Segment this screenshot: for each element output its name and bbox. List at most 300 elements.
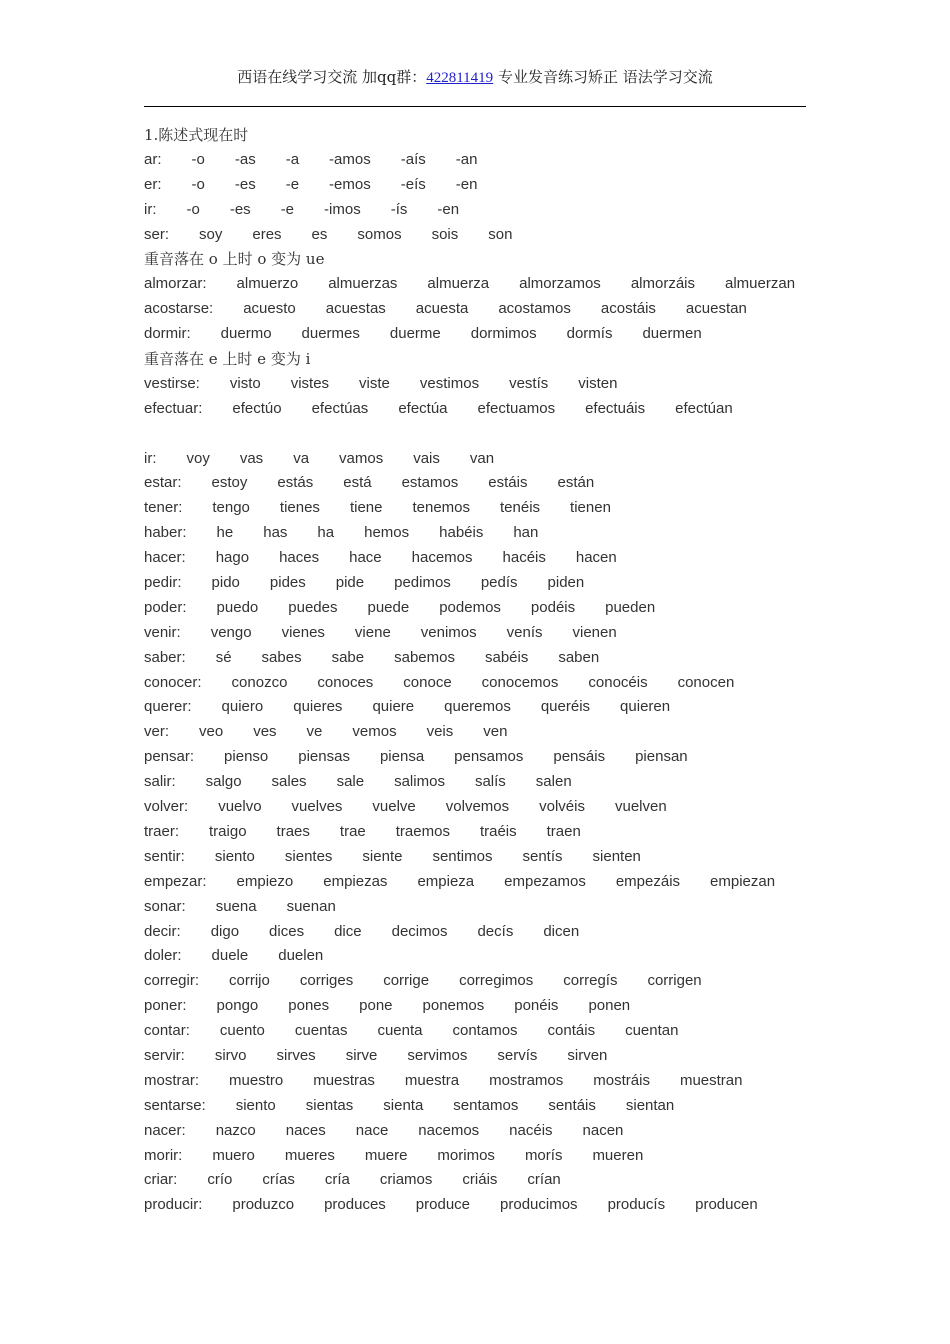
conjugated-form: están xyxy=(557,474,595,492)
conjugated-form: voy xyxy=(186,449,210,467)
conjugated-form: salimos xyxy=(394,773,445,791)
header-divider xyxy=(144,106,806,107)
conjugated-form: piensan xyxy=(635,748,688,766)
conjugated-form: hacen xyxy=(575,549,617,567)
conjugated-form: efectúa xyxy=(398,399,448,417)
conjugated-form: criamos xyxy=(379,1171,433,1189)
conjugated-form: sirve xyxy=(345,1046,378,1064)
irregular-verb-list xyxy=(144,447,824,1219)
conjugation-row xyxy=(144,397,824,422)
conjugation-row xyxy=(144,372,824,397)
verb-infinitive: almorzar: xyxy=(144,275,207,293)
conjugation-row xyxy=(144,272,824,297)
conjugated-form: siento xyxy=(214,847,255,865)
conjugated-form: -es xyxy=(234,175,256,193)
conjugated-form: suena xyxy=(215,897,257,915)
conjugated-form: -es xyxy=(229,200,251,218)
conjugated-form: he xyxy=(216,524,234,542)
conjugated-form: corrige xyxy=(383,972,430,990)
conjugated-form: habéis xyxy=(439,524,484,542)
conjugation-row xyxy=(144,1193,824,1218)
conjugated-form: -en xyxy=(455,175,478,193)
conjugated-form: almuerzan xyxy=(725,275,796,293)
verb-infinitive: pedir: xyxy=(144,574,182,592)
verb-infinitive: tener: xyxy=(144,499,183,517)
conjugated-form: efectuamos xyxy=(477,399,556,417)
conjugated-form: soy xyxy=(199,225,223,243)
conjugated-form: vas xyxy=(239,449,264,467)
conjugated-form: empezamos xyxy=(504,872,586,890)
conjugated-form: efectúo xyxy=(232,399,282,417)
conjugated-form: vuelvo xyxy=(218,798,262,816)
conjugated-form: muestro xyxy=(229,1071,284,1089)
conjugated-form: -ís xyxy=(390,200,408,218)
conjugated-form: ponen xyxy=(588,997,631,1015)
conjugated-form: hemos xyxy=(364,524,410,542)
conjugated-form: sé xyxy=(215,648,232,666)
conjugated-form: vienen xyxy=(572,623,617,641)
conjugated-form: vemos xyxy=(352,723,397,741)
conjugated-form: está xyxy=(343,474,372,492)
conjugated-form: traen xyxy=(546,822,581,840)
conjugated-form: puedo xyxy=(216,598,259,616)
conjugated-form: pones xyxy=(288,997,330,1015)
spacer xyxy=(144,422,824,447)
conjugated-form: contamos xyxy=(452,1022,518,1040)
verb-infinitive: salir: xyxy=(144,773,176,791)
conjugated-form: pides xyxy=(269,574,306,592)
conjugated-form: crían xyxy=(527,1171,561,1189)
conjugated-form: dices xyxy=(269,922,305,940)
verb-infinitive: poner: xyxy=(144,997,187,1015)
conjugated-form: sientas xyxy=(305,1096,354,1114)
qq-group-link[interactable]: 422811419 xyxy=(426,70,494,86)
conjugation-row xyxy=(144,596,824,621)
conjugation-row xyxy=(144,895,824,920)
conjugated-form: siento xyxy=(235,1096,276,1114)
conjugated-form: eres xyxy=(252,225,282,243)
conjugation-row xyxy=(144,695,824,720)
conjugated-form: sales xyxy=(271,773,307,791)
conjugated-form: crías xyxy=(262,1171,295,1189)
conjugated-form: -an xyxy=(455,150,478,168)
conjugated-form: han xyxy=(513,524,539,542)
conjugated-form: muestran xyxy=(679,1071,743,1089)
conjugated-form: pido xyxy=(211,574,240,592)
header-text-after: 专业发音练习矫正 语法学习交流 xyxy=(493,68,713,86)
conjugated-form: tengo xyxy=(212,499,250,517)
conjugated-form: empieza xyxy=(417,872,475,890)
conjugated-form: empiezo xyxy=(236,872,294,890)
conjugated-form: empiezas xyxy=(323,872,388,890)
conjugated-form: vienes xyxy=(281,623,325,641)
conjugated-form: va xyxy=(293,449,310,467)
conjugated-form: -aís xyxy=(400,150,426,168)
conjugated-form: -o xyxy=(186,200,200,218)
conjugated-form: conocemos xyxy=(481,673,559,691)
conjugated-form: ven xyxy=(483,723,508,741)
conjugated-form: almorzáis xyxy=(630,275,695,293)
verb-infinitive: empezar: xyxy=(144,872,207,890)
e-i-verb-list xyxy=(144,372,824,422)
conjugated-form: dormimos xyxy=(470,325,537,343)
conjugated-form: sirves xyxy=(276,1046,316,1064)
conjugated-form: duele xyxy=(211,947,249,965)
conjugated-form: salís xyxy=(474,773,506,791)
conjugated-form: nacen xyxy=(582,1121,624,1139)
document-body xyxy=(144,123,824,1218)
conjugated-form: decimos xyxy=(391,922,448,940)
conjugated-form: duermes xyxy=(301,325,360,343)
conjugated-form: producimos xyxy=(500,1196,578,1214)
conjugated-form: pone xyxy=(359,997,393,1015)
verb-infinitive: sonar: xyxy=(144,897,186,915)
conjugated-form: corrijo xyxy=(229,972,270,990)
conjugated-form: criáis xyxy=(462,1171,498,1189)
conjugated-form: estáis xyxy=(488,474,528,492)
conjugation-row xyxy=(144,944,824,969)
verb-infinitive: ver: xyxy=(144,723,170,741)
conjugated-form: tienen xyxy=(570,499,611,517)
conjugated-form: pedís xyxy=(480,574,518,592)
conjugated-form: duermo xyxy=(220,325,272,343)
conjugated-form: corregimos xyxy=(459,972,534,990)
conjugated-form: hace xyxy=(349,549,382,567)
conjugated-form: dormís xyxy=(566,325,613,343)
conjugated-form: mueren xyxy=(592,1146,644,1164)
conjugated-form: visto xyxy=(229,374,261,392)
conjugated-form: quiere xyxy=(372,698,415,716)
conjugated-form: almuerza xyxy=(427,275,490,293)
verb-infinitive: servir: xyxy=(144,1046,185,1064)
conjugation-row xyxy=(144,521,824,546)
conjugated-form: tenemos xyxy=(412,499,471,517)
conjugated-form: sabes xyxy=(261,648,302,666)
conjugated-form: servimos xyxy=(407,1046,468,1064)
conjugated-form: mueres xyxy=(284,1146,335,1164)
conjugated-form: volvéis xyxy=(539,798,585,816)
note-o-ue: 重音落在 o 上时 o 变为 ue xyxy=(144,250,325,269)
conjugated-form: traes xyxy=(276,822,310,840)
conjugation-row xyxy=(144,720,824,745)
conjugation-row xyxy=(144,1069,824,1094)
verb-infinitive: producir: xyxy=(144,1196,203,1214)
conjugated-form: viste xyxy=(359,374,390,392)
conjugated-form: sirven xyxy=(567,1046,608,1064)
conjugated-form: haces xyxy=(279,549,320,567)
conjugated-form: queremos xyxy=(444,698,511,716)
conjugated-form: sale xyxy=(336,773,365,791)
page-header xyxy=(0,66,950,87)
conjugated-form: sabéis xyxy=(484,648,529,666)
conjugated-form: ponemos xyxy=(422,997,485,1015)
conjugated-form: estoy xyxy=(211,474,248,492)
conjugated-form: vuelve xyxy=(372,798,416,816)
conjugated-form: digo xyxy=(210,922,240,940)
conjugated-form: crío xyxy=(207,1171,233,1189)
conjugated-form: conozco xyxy=(231,673,288,691)
conjugation-row xyxy=(144,994,824,1019)
conjugated-form: duermen xyxy=(642,325,702,343)
conjugation-row xyxy=(144,1044,824,1069)
verb-infinitive: saber: xyxy=(144,648,186,666)
verb-infinitive: sentir: xyxy=(144,847,185,865)
conjugated-form: conocen xyxy=(677,673,735,691)
conjugated-form: pide xyxy=(335,574,365,592)
verb-infinitive: conocer: xyxy=(144,673,202,691)
conjugation-row xyxy=(144,1144,824,1169)
conjugated-form: vuelven xyxy=(614,798,667,816)
conjugated-form: veo xyxy=(199,723,224,741)
conjugated-form: volvemos xyxy=(445,798,510,816)
conjugation-row xyxy=(144,845,824,870)
conjugated-form: tiene xyxy=(349,499,383,517)
verb-infinitive: acostarse: xyxy=(144,300,214,318)
conjugated-form: muere xyxy=(364,1146,408,1164)
conjugation-row xyxy=(144,920,824,945)
conjugation-row xyxy=(144,223,824,248)
conjugated-form: ponéis xyxy=(514,997,559,1015)
conjugated-form: sirvo xyxy=(214,1046,247,1064)
conjugated-form: acuestas xyxy=(325,300,386,318)
conjugated-form: somos xyxy=(357,225,402,243)
conjugated-form: cría xyxy=(324,1171,350,1189)
conjugation-row xyxy=(144,173,824,198)
conjugated-form: suenan xyxy=(286,897,336,915)
conjugated-form: sabemos xyxy=(394,648,455,666)
conjugated-form: duelen xyxy=(278,947,324,965)
conjugated-form: sentáis xyxy=(548,1096,596,1114)
conjugated-form: puede xyxy=(367,598,410,616)
verb-infinitive: doler: xyxy=(144,947,182,965)
conjugated-form: almuerzo xyxy=(236,275,299,293)
conjugated-form: sabe xyxy=(331,648,365,666)
conjugated-form: nacemos xyxy=(418,1121,480,1139)
conjugated-form: naces xyxy=(285,1121,326,1139)
conjugated-form: -o xyxy=(191,150,205,168)
conjugation-row xyxy=(144,671,824,696)
conjugated-form: piden xyxy=(547,574,585,592)
conjugated-form: visten xyxy=(578,374,618,392)
verb-infinitive: dormir: xyxy=(144,325,191,343)
conjugated-form: estás xyxy=(277,474,314,492)
conjugated-form: vistes xyxy=(290,374,330,392)
conjugated-form: -a xyxy=(285,150,300,168)
conjugated-form: dicen xyxy=(543,922,580,940)
conjugated-form: nazco xyxy=(215,1121,256,1139)
conjugated-form: produzco xyxy=(232,1196,295,1214)
conjugated-form: producen xyxy=(695,1196,758,1214)
conjugated-form: sentís xyxy=(522,847,563,865)
conjugated-form: -as xyxy=(234,150,256,168)
conjugation-row xyxy=(144,1019,824,1044)
conjugated-form: acuestan xyxy=(685,300,747,318)
conjugated-form: dice xyxy=(334,922,362,940)
conjugated-form: tenéis xyxy=(500,499,541,517)
conjugated-form: vestís xyxy=(509,374,549,392)
conjugated-form: sois xyxy=(431,225,459,243)
verb-infinitive: mostrar: xyxy=(144,1071,200,1089)
conjugated-form: pienso xyxy=(224,748,269,766)
verb-infinitive: corregir: xyxy=(144,972,200,990)
conjugation-row xyxy=(144,1168,824,1193)
conjugated-form: venimos xyxy=(420,623,477,641)
conjugated-form: siente xyxy=(362,847,403,865)
conjugated-form: veis xyxy=(426,723,454,741)
conjugated-form: traéis xyxy=(479,822,517,840)
conjugation-row xyxy=(144,198,824,223)
conjugation-row xyxy=(144,496,824,521)
conjugated-form: vais xyxy=(413,449,440,467)
conjugated-form: -imos xyxy=(324,200,361,218)
conjugated-form: salgo xyxy=(205,773,242,791)
conjugated-form: ves xyxy=(253,723,277,741)
conjugated-form: conoce xyxy=(403,673,452,691)
conjugated-form: podemos xyxy=(439,598,501,616)
conjugated-form: saben xyxy=(558,648,600,666)
endings-list xyxy=(144,148,824,248)
conjugated-form: quieres xyxy=(293,698,343,716)
verb-infinitive: hacer: xyxy=(144,549,186,567)
conjugated-form: queréis xyxy=(540,698,591,716)
conjugation-row xyxy=(144,870,824,895)
conjugated-form: sienta xyxy=(383,1096,424,1114)
conjugated-form: estamos xyxy=(401,474,459,492)
conjugated-form: almuerzas xyxy=(328,275,398,293)
conjugated-form: muestra xyxy=(404,1071,460,1089)
conjugated-form: produce xyxy=(415,1196,471,1214)
verb-infinitive: ir: xyxy=(144,449,157,467)
verb-infinitive: morir: xyxy=(144,1146,183,1164)
conjugated-form: acuesta xyxy=(415,300,469,318)
conjugated-form: cuentan xyxy=(625,1022,679,1040)
conjugation-row xyxy=(144,820,824,845)
conjugation-row xyxy=(144,770,824,795)
conjugated-form: ha xyxy=(317,524,335,542)
conjugated-form: vuelves xyxy=(291,798,343,816)
verb-infinitive: querer: xyxy=(144,698,192,716)
header-text-before: 西语在线学习交流 加qq群： xyxy=(237,68,427,86)
conjugated-form: -emos xyxy=(329,175,371,193)
conjugated-form: -en xyxy=(437,200,460,218)
conjugated-form: salen xyxy=(535,773,572,791)
verb-infinitive: traer: xyxy=(144,822,180,840)
conjugation-row xyxy=(144,571,824,596)
conjugated-form: sienten xyxy=(592,847,641,865)
conjugated-form: pongo xyxy=(216,997,259,1015)
conjugated-form: vengo xyxy=(210,623,252,641)
conjugated-form: empiezan xyxy=(710,872,776,890)
conjugated-form: conoces xyxy=(317,673,374,691)
conjugated-form: puedes xyxy=(288,598,338,616)
conjugated-form: traigo xyxy=(209,822,247,840)
conjugation-row xyxy=(144,148,824,173)
conjugation-row xyxy=(144,297,824,322)
conjugation-row xyxy=(144,969,824,994)
conjugated-form: pueden xyxy=(605,598,656,616)
verb-infinitive: venir: xyxy=(144,623,181,641)
conjugation-row xyxy=(144,322,824,347)
conjugated-form: pensamos xyxy=(454,748,524,766)
conjugated-form: son xyxy=(488,225,513,243)
conjugated-form: produces xyxy=(324,1196,386,1214)
conjugated-form: piensa xyxy=(379,748,425,766)
section-title: 1.陈述式现在时 xyxy=(144,126,249,144)
verb-infinitive: pensar: xyxy=(144,748,195,766)
verb-infinitive: ser: xyxy=(144,225,170,243)
conjugated-form: servís xyxy=(497,1046,538,1064)
conjugated-form: almorzamos xyxy=(519,275,601,293)
conjugation-row xyxy=(144,471,824,496)
verb-infinitive: volver: xyxy=(144,798,189,816)
conjugated-form: podéis xyxy=(530,598,576,616)
o-ue-verb-list xyxy=(144,272,824,347)
conjugated-form: viene xyxy=(354,623,391,641)
verb-infinitive: vestirse: xyxy=(144,374,200,392)
conjugated-form: cuento xyxy=(219,1022,265,1040)
conjugated-form: sentimos xyxy=(432,847,493,865)
conjugated-form: vamos xyxy=(339,449,384,467)
conjugation-row xyxy=(144,546,824,571)
conjugated-form: corriges xyxy=(299,972,354,990)
verb-infinitive: criar: xyxy=(144,1171,178,1189)
verb-infinitive: ir: xyxy=(144,200,157,218)
conjugated-form: hacemos xyxy=(411,549,473,567)
conjugated-form: has xyxy=(263,524,288,542)
conjugated-form: es xyxy=(311,225,328,243)
conjugated-form: sientan xyxy=(625,1096,675,1114)
conjugated-form: piensas xyxy=(298,748,350,766)
conjugated-form: -amos xyxy=(329,150,371,168)
conjugation-row xyxy=(144,447,824,472)
conjugated-form: corrigen xyxy=(647,972,702,990)
conjugated-form: pensáis xyxy=(553,748,606,766)
conjugated-form: nace xyxy=(355,1121,389,1139)
conjugation-row xyxy=(144,745,824,770)
conjugated-form: hacéis xyxy=(502,549,546,567)
verb-infinitive: nacer: xyxy=(144,1121,186,1139)
conjugated-form: nacéis xyxy=(509,1121,553,1139)
conjugated-form: -eís xyxy=(400,175,426,193)
conjugated-form: muero xyxy=(212,1146,255,1164)
conjugated-form: corregís xyxy=(563,972,618,990)
conjugated-form: -o xyxy=(191,175,205,193)
conjugated-form: -e xyxy=(280,200,295,218)
conjugated-form: quiero xyxy=(221,698,264,716)
verb-infinitive: er: xyxy=(144,175,162,193)
conjugated-form: acuesto xyxy=(243,300,296,318)
conjugated-form: pedimos xyxy=(394,574,451,592)
verb-infinitive: contar: xyxy=(144,1022,190,1040)
verb-infinitive: haber: xyxy=(144,524,187,542)
conjugated-form: vestimos xyxy=(419,374,480,392)
verb-infinitive: sentarse: xyxy=(144,1096,206,1114)
conjugation-row xyxy=(144,1119,824,1144)
conjugated-form: hago xyxy=(215,549,250,567)
verb-infinitive: estar: xyxy=(144,474,182,492)
conjugation-row xyxy=(144,646,824,671)
conjugated-form: contáis xyxy=(547,1022,596,1040)
conjugated-form: trae xyxy=(339,822,366,840)
conjugated-form: -e xyxy=(285,175,300,193)
conjugated-form: quieren xyxy=(620,698,671,716)
conjugated-form: mostráis xyxy=(593,1071,650,1089)
conjugated-form: ve xyxy=(306,723,323,741)
conjugated-form: empezáis xyxy=(615,872,681,890)
conjugated-form: cuenta xyxy=(377,1022,423,1040)
conjugation-row xyxy=(144,1094,824,1119)
verb-infinitive: decir: xyxy=(144,922,181,940)
